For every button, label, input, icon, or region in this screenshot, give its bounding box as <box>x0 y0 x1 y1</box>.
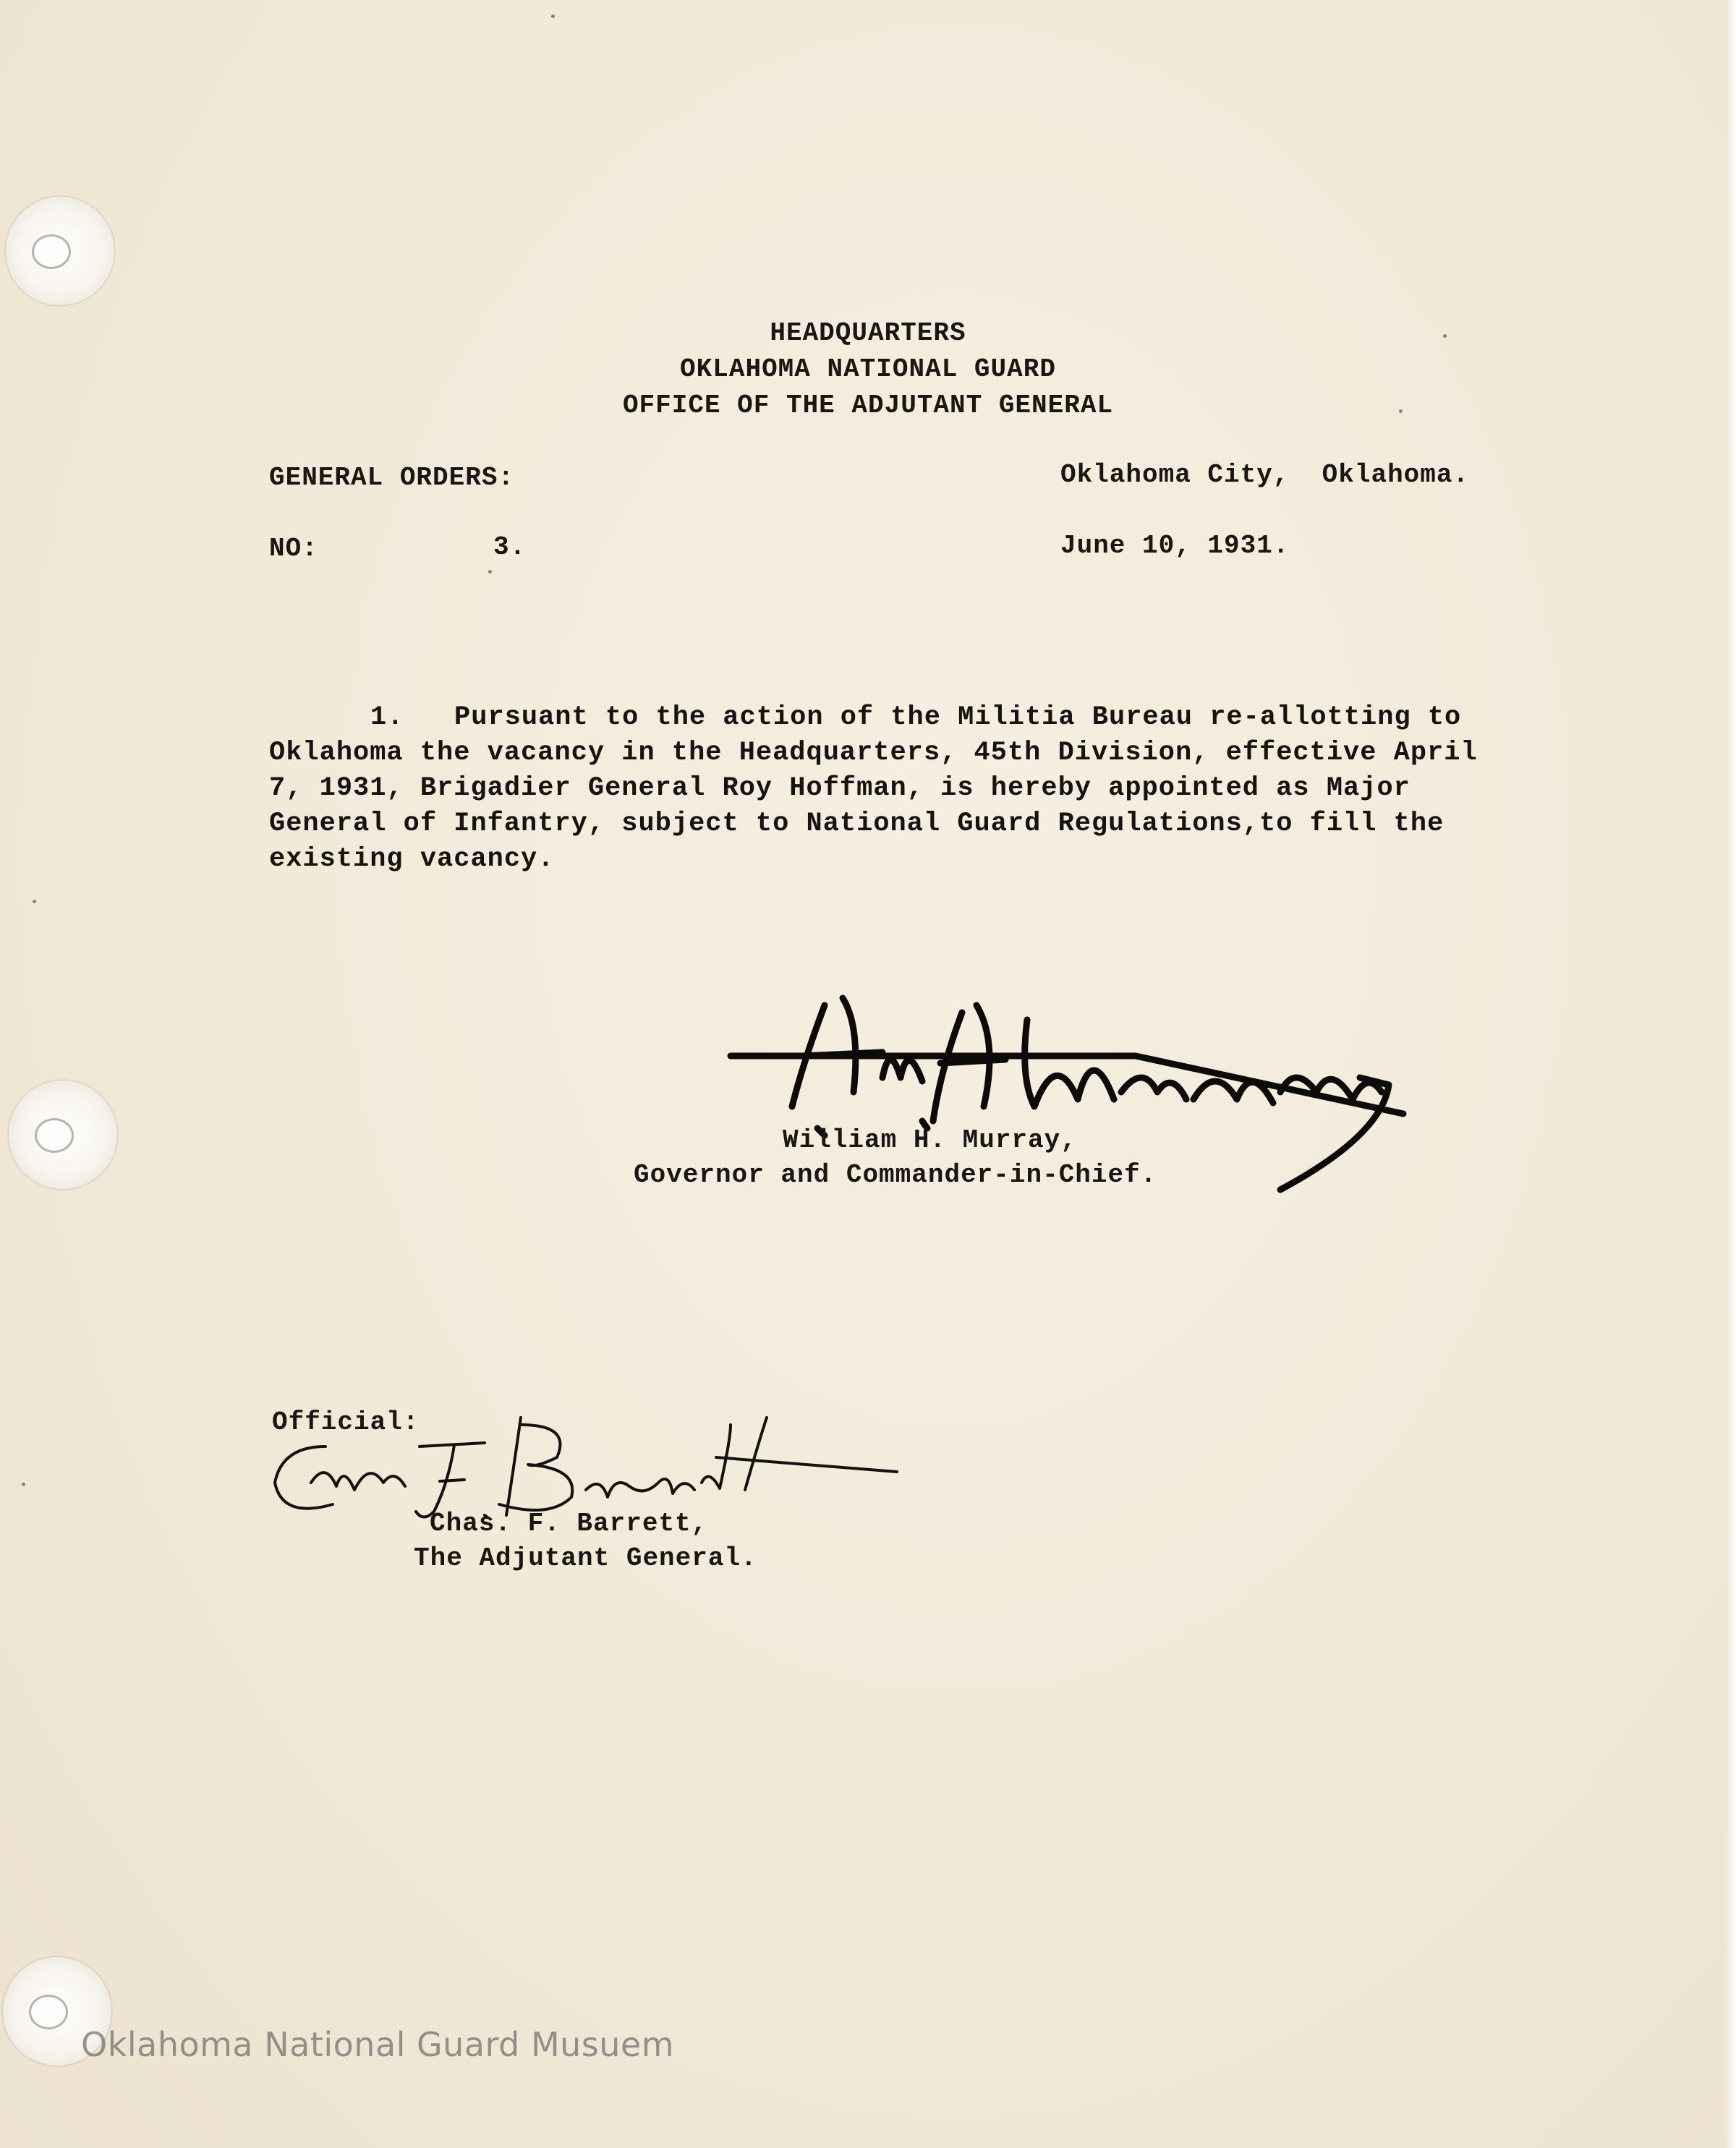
governor-name: William H. Murray, <box>783 1125 1077 1155</box>
paragraph-text: Pursuant to the action of the Militia Bureau re-allotting to Oklahoma the vacancy in the Headquarters, 45th Division, effective April 7, 1931, Brigadier General Roy Hoffman, is hereby appointed as Major General of Infantry, subject to National Guard Regulations,to fill the existing vacancy. <box>269 702 1478 874</box>
paper-speck <box>1443 334 1447 338</box>
location: Oklahoma City, Oklahoma. <box>1060 460 1470 490</box>
adjutant-name: Chas. F. Barrett, <box>430 1509 708 1538</box>
governor-title: Governor and Commander-in-Chief. <box>634 1160 1157 1190</box>
punch-hole-top <box>6 197 114 305</box>
adjutant-handwritten-signature <box>268 1396 904 1526</box>
order-number-label: NO: <box>269 534 318 563</box>
header-headquarters: HEADQUARTERS <box>770 318 966 348</box>
paper-speck <box>488 570 492 574</box>
paper-speck <box>551 14 555 18</box>
page-edge <box>1726 0 1736 2148</box>
header-office: OFFICE OF THE ADJUTANT GENERAL <box>622 391 1114 420</box>
paragraph-number: 1. <box>370 702 404 733</box>
museum-watermark: Oklahoma National Guard Musuem <box>81 2025 675 2064</box>
paper-speck <box>22 1483 25 1486</box>
punch-hole-middle <box>9 1081 117 1189</box>
header-organization: OKLAHOMA NATIONAL GUARD <box>680 354 1056 384</box>
paper-speck <box>33 900 36 903</box>
general-orders-label: GENERAL ORDERS: <box>269 463 515 493</box>
adjutant-title: The Adjutant General. <box>414 1543 757 1573</box>
paper-speck <box>1399 409 1403 413</box>
order-date: June 10, 1931. <box>1060 531 1290 561</box>
order-number-value: 3. <box>493 532 527 562</box>
official-label: Official: <box>272 1407 420 1437</box>
order-paragraph <box>269 700 1513 877</box>
